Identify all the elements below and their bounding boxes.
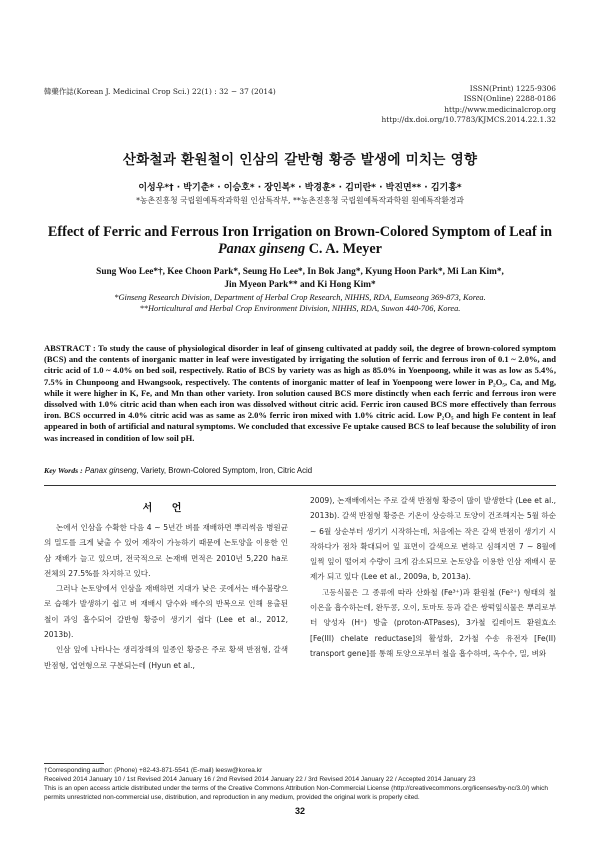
affiliation-english [40, 292, 560, 314]
corresponding-author: †Corresponding author: (Phone) +82-43-871-5541 (E-mail) leesw@korea.kr [44, 767, 263, 774]
authors-english-line2: Jin Myeon Park** and Ki Hong Kim* [224, 279, 376, 290]
footnote-rule [44, 763, 104, 764]
affiliation-english-line2: **Horticultural and Herbal Crop Environment Division, NIHHS, RDA, Suwon 440-706, Korea. [139, 304, 461, 313]
authors-english [40, 266, 560, 291]
section-heading: 서 언 [142, 503, 190, 514]
keywords-rest: , Variety, Brown-Colored Symptom, Iron, Citric Acid [136, 466, 313, 475]
body-column-left [44, 520, 288, 673]
title-english-part2: C. A. Meyer [305, 241, 382, 257]
issn-block [381, 84, 556, 126]
license-text: This is an open access article distributed under the terms of the Creative Commons Attribution Non-Commercial License (http://creativecommons.org/licenses/by-nc/3.0/) which permits unrestricted non-commercial use, distribution, and reproduction in any medium, provided the original work is properly cited. [44, 785, 548, 802]
abstract-label: ABSTRACT : [44, 343, 96, 353]
issn-print: ISSN(Print) 1225-9306 [469, 84, 556, 93]
received-dates: Received 2014 January 10 / 1st Revised 2014 January 16 / 2nd Revised 2014 January 22 / 3rd Revised 2014 January 22 / Accepted 2014 January 23 [44, 776, 476, 784]
body-paragraph: 인삼 잎에 나타나는 생리장해의 일종인 황증은 주로 황색 반점형, 갈색 반점형, 엽연형으로 구분되는데 (Hyun et al., [44, 645, 288, 670]
affiliation-korean: *농촌진흥청 국립원예특작과학원 인삼특작부, **농촌진흥청 국립원예특작과학원 원예특작환경과 [136, 196, 464, 205]
section-divider [44, 485, 556, 486]
affiliation-english-line1: *Ginseng Research Division, Department of Herbal Crop Research, NIHHS, RDA, Eumseong 369-873, Korea. [114, 293, 486, 302]
body-paragraph: 그러나 논토양에서 인삼을 재배하면 지대가 낮은 곳에서는 배수불량으로 습해가 발생하기 쉽고 벼 재배시 담수와 배수의 반복으로 인해 용출된 철이 과잉 흡수되어 갈반형 황증이 생기기 쉽다 (Lee et al., 2012, 2013b). [44, 584, 288, 640]
title-english [40, 224, 560, 258]
issn-online: ISSN(Online) 2288-0186 [463, 94, 556, 104]
body-paragraph: 논에서 인삼을 수확한 다음 4 ~ 5년간 벼를 재배하면 뿌리썩음 병원균의 밀도를 크게 낮출 수 있어 재작이 가능하기 때문에 논토양을 이용한 인삼 재배가 늘고 있으며, 전국적으로 논재배 면적은 2010년 5,220 ha로 전체의 27.5%를 차지하고 있다. [44, 523, 288, 578]
journal-url[interactable]: http://www.medicinalcrop.org [444, 104, 556, 114]
abstract-text: To study the cause of physiological disorder in leaf of ginseng cultivated at paddy soil, the degree of brown-colored symptom (BCS) and the contents of inorganic matter in leaf were investigated by irrigating the solution of ferric and ferrous iron of 0.1 ~ 2.0%, and citric acid of 1.0 ~ 4.0% on bed soil, respectively. Ratio of BCS by variety was as high as 85.0% in Yoenpoong, while it was as low as 5.4%, 7.5% in Chunpoong and Hwangsook, respectively. The contents of inorganic matter of leaf in Yoenpoong were lower in P₂O₅, Ca, and Mg, while it were higher in K, Fe, and Mn than other variety. Iron solution caused BCS more distinctly when each ferric and ferrous iron were dissolved with 1.0% citric acid than when each iron was dissolved without citric acid. Ferric iron caused BCS more effectively than ferrous iron. BCS occurred in 4.0% citric acid was as same as 2.0% ferric iron mixed with 1.0% citric acid. Low P₂O₅ and high Fe content in leaf appeared in both of artificial and natural symptoms. We concluded that excessive Fe uptake caused BCS to leaf because the solubility of iron was increased in condition of low soil pH. [44, 343, 557, 443]
title-english-part1: Effect of Ferric and Ferrous Iron Irrigation on Brown-Colored Symptom of Leaf in [47, 224, 553, 240]
title-english-species: Panax ginseng [218, 241, 306, 257]
body-paragraph: 2009), 논재배에서는 주로 갈색 반점형 황증이 많이 발생한다 (Lee et al., 2013b). 갈색 반점형 황증은 기온이 상승하고 토양이 건조해지는 5월 하순 ~ 6월 상순부터 생기기 시작하는데, 처음에는 작은 갈색 반점이 생기기 시작하다가 점차 확대되어 잎 표면이 갈색으로 변하고 심해지면 7 ~ 8월에 일찍 잎이 떨어져 수량이 크게 감소되므로 논토양을 이용한 인삼 재배시 문제가 되고 있다 (Lee et al., 2009a, b, 2013a). [310, 496, 556, 582]
title-korean: 산화철과 환원철이 인삼의 갈반형 황증 발생에 미치는 영향 [122, 152, 478, 168]
keywords-species: Panax ginseng [84, 466, 137, 475]
body-column-right [310, 493, 556, 661]
journal-citation: 韓藥作誌(Korean J. Medicinal Crop Sci.) 22(1) : 32 − 37 (2014) [44, 87, 276, 96]
body-paragraph: 고등식물은 그 종류에 따라 산화철 (Fe³⁺)과 환원철 (Fe²⁺) 형태의 철 이온을 흡수하는데, 완두콩, 오이, 토마토 등과 같은 쌍떡잎식물은 뿌리로부터 양성자 (H⁺) 방출 (proton-ATPases), 3가철 킬레이트 환원효소 [Fe(III) chelate reductase]의 활성화, 2가철 수송 유전자 [Fe(II) transport gene]를 통해 토양으로부터 철을 흡수하며, 옥수수, 밀, 벼와 [310, 587, 556, 658]
keywords [44, 466, 556, 475]
footnote [44, 766, 564, 802]
keywords-label: Key Words : [44, 466, 83, 475]
page-number: 32 [294, 806, 305, 816]
abstract [44, 343, 556, 444]
authors-english-line1: Sung Woo Lee*†, Kee Choon Park*, Seung Ho Lee*, In Bok Jang*, Kyung Hoon Park*, Mi Lan Kim*, [96, 267, 504, 277]
doi-link[interactable]: http://dx.doi.org/10.7783/KJMCS.2014.22.1.32 [381, 115, 556, 125]
authors-korean: 이성우*† · 박기춘* · 이승호* · 장인복* · 박경훈* · 김미란* · 박진면** · 김기홍* [138, 183, 462, 193]
